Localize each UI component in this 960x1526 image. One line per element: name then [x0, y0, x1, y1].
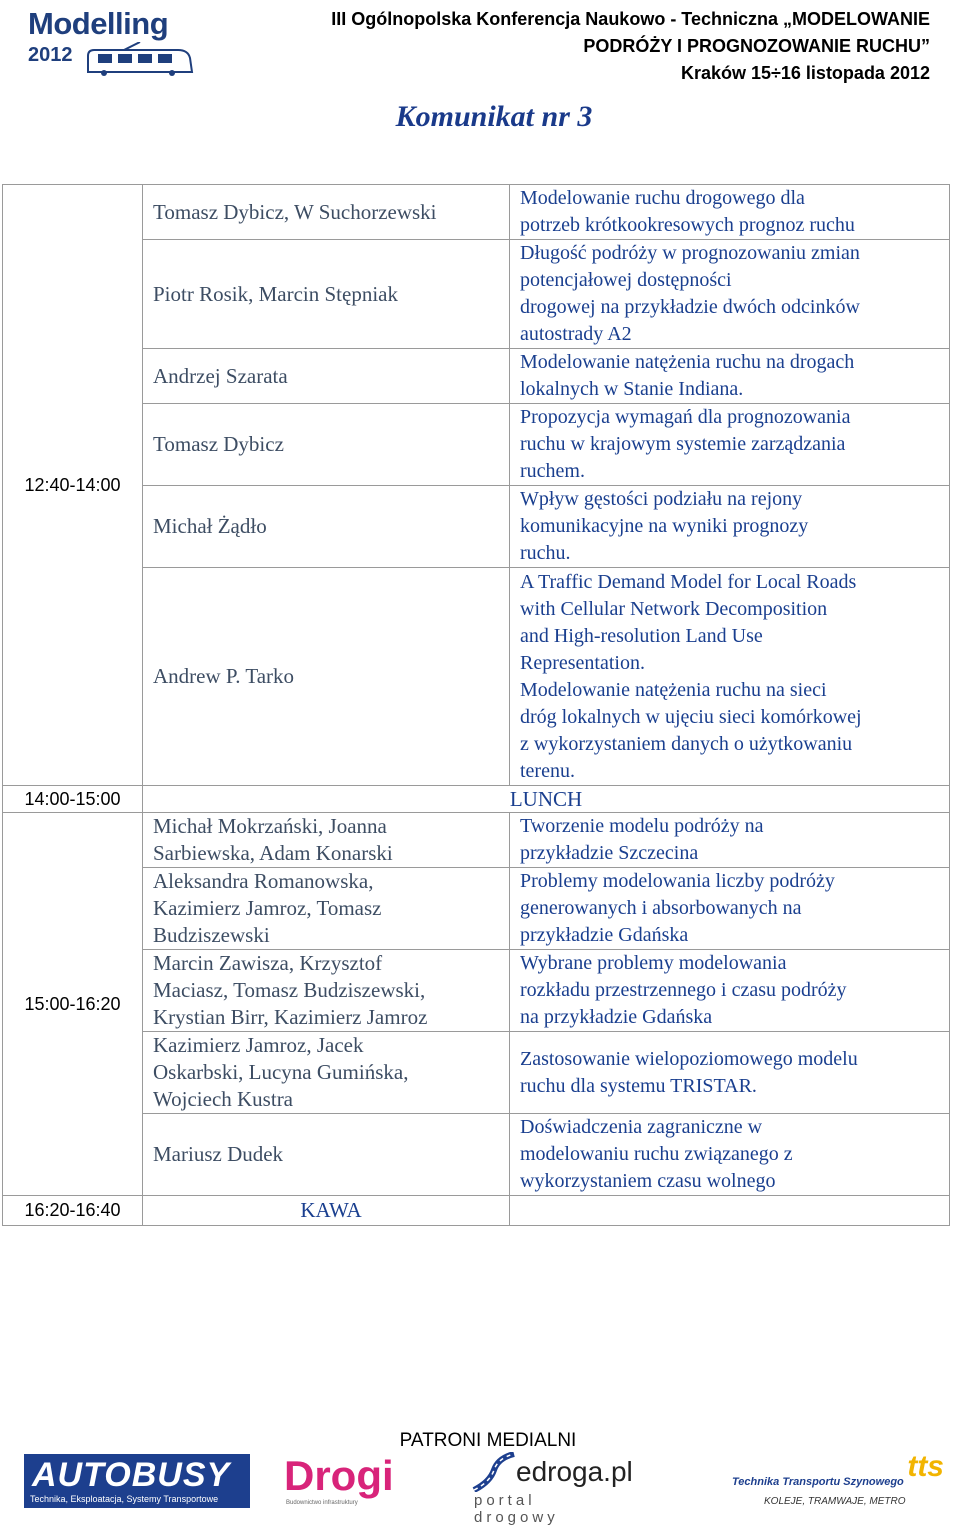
- author-line: Marcin Zawisza, Krzysztof: [153, 951, 383, 975]
- authors-cell: [143, 813, 510, 868]
- logo-word: Modelling: [28, 6, 169, 41]
- authors-cell: [143, 1114, 510, 1196]
- schedule-row: [3, 240, 950, 349]
- authors-cell: [143, 404, 510, 486]
- talk-title-line: dróg lokalnych w ujęciu sieci komórkowej: [520, 705, 862, 728]
- conference-info: [331, 6, 930, 87]
- talk-title-line: modelowaniu ruchu związanego z: [520, 1143, 793, 1165]
- lunch-row: [3, 786, 950, 813]
- talk-title-line: Zastosowanie wielopoziomowego modelu: [520, 1047, 858, 1070]
- talk-cell: [510, 568, 950, 786]
- schedule-row: [3, 349, 950, 404]
- author-line: Sarbiewska, Adam Konarski: [153, 841, 393, 865]
- schedule-row: [3, 950, 950, 1032]
- authors-cell: [143, 486, 510, 568]
- authors-cell: [143, 950, 510, 1032]
- talk-title-line: Modelowanie ruchu drogowego dla: [520, 187, 805, 209]
- authors-cell: [143, 240, 510, 349]
- talk-cell: [510, 1114, 950, 1196]
- drogi-logo: [284, 1452, 404, 1508]
- authors-cell: [143, 349, 510, 404]
- talk-title-line: Modelowanie natężenia ruchu na drogach: [520, 351, 855, 373]
- talk-title-line: Modelowanie natężenia ruchu na sieci: [520, 678, 827, 701]
- schedule-row: [3, 1114, 950, 1196]
- talk-title-line: A Traffic Demand Model for Local Roads: [520, 570, 857, 593]
- author-line: Michał Mokrzański, Joanna: [153, 814, 387, 838]
- talk-title-line: terenu.: [520, 759, 575, 782]
- talk-title-line: komunikacyjne na wyniki prognozy: [520, 515, 809, 537]
- talk-cell: [510, 1032, 950, 1114]
- talk-title-line: ruchu.: [520, 542, 571, 564]
- time-slot: 16:20-16:40: [3, 1196, 143, 1226]
- conference-line: PODRÓŻY I PROGNOZOWANIE RUCHU”: [583, 36, 930, 56]
- lunch-label: LUNCH: [509, 786, 583, 811]
- schedule-row: [3, 404, 950, 486]
- author-line: Budziszewski: [153, 923, 270, 947]
- time-slot: 15:00-16:20: [3, 813, 143, 1196]
- sponsor-logos: [0, 1450, 960, 1526]
- schedule-row: [3, 486, 950, 568]
- tts-logo-word: tts: [907, 1450, 944, 1483]
- talk-cell: [510, 950, 950, 1032]
- authors-cell: [143, 868, 510, 950]
- talk-title-line: ruchu dla systemu TRISTAR.: [520, 1074, 757, 1097]
- autobusy-logo-subtitle: Technika, Eksploatacja, Systemy Transportowe: [30, 1494, 219, 1504]
- talk-title-line: drogowej na przykładzie dwóch odcinków: [520, 296, 860, 318]
- author-line: Tomasz Dybicz, W Suchorzewski: [153, 199, 437, 224]
- author-line: Michał Żądło: [153, 514, 267, 538]
- drogi-logo-word: Drogi: [284, 1452, 394, 1499]
- talk-title-line: ruchu w krajowym systemie zarządzania: [520, 433, 846, 455]
- authors-cell: [143, 185, 510, 240]
- talk-cell: [510, 349, 950, 404]
- talk-title-line: potencjałowej dostępności: [520, 269, 732, 291]
- edroga-road-icon: [472, 1452, 516, 1492]
- drogi-logo-subtitle: Budownictwo infrastruktury: [286, 1500, 358, 1506]
- talk-title-line: Wybrane problemy modelowania: [520, 952, 787, 974]
- talk-title-line: przykładzie Gdańska: [520, 924, 689, 946]
- authors-cell: [143, 568, 510, 786]
- talk-title-line: ruchem.: [520, 460, 585, 482]
- talk-cell: [510, 813, 950, 868]
- time-slot: 14:00-15:00: [3, 786, 143, 813]
- author-line: Piotr Rosik, Marcin Stępniak: [153, 281, 398, 306]
- talk-title-line: potrzeb krótkookresowych prognoz ruchu: [520, 214, 855, 236]
- edroga-logo-subtitle: portal drogowy: [474, 1492, 559, 1526]
- conference-logo: [24, 6, 192, 76]
- schedule-body: [3, 185, 950, 1226]
- time-slot: 12:40-14:00: [3, 185, 143, 786]
- talk-cell: [510, 240, 950, 349]
- autobusy-logo: [24, 1454, 250, 1508]
- empty-cell: [510, 1196, 950, 1226]
- schedule-row: [3, 868, 950, 950]
- author-line: Kazimierz Jamroz, Jacek: [153, 1033, 364, 1057]
- tts-logo: [728, 1452, 948, 1508]
- talk-cell: [510, 486, 950, 568]
- talk-title-line: z wykorzystaniem danych o użytkowaniu: [520, 732, 853, 755]
- talk-cell: [510, 185, 950, 240]
- talk-title-line: with Cellular Network Decomposition: [520, 597, 828, 620]
- edroga-logo-word: edroga.pl: [516, 1456, 633, 1487]
- author-line: Mariusz Dudek: [153, 1142, 284, 1166]
- talk-title-line: rozkładu przestrzennego i czasu podróży: [520, 979, 847, 1001]
- author-line: Kazimierz Jamroz, Tomasz: [153, 896, 382, 920]
- author-line: Tomasz Dybicz: [153, 432, 284, 456]
- lunch-cell: [143, 786, 950, 813]
- talk-cell: [510, 868, 950, 950]
- talk-title-line: Representation.: [520, 651, 645, 674]
- autobusy-logo-word: AUTOBUSY: [32, 1456, 231, 1494]
- talk-title-line: Doświadczenia zagraniczne w: [520, 1116, 763, 1138]
- coffee-cell: [143, 1196, 510, 1226]
- edroga-logo: [468, 1452, 633, 1526]
- schedule-table: [2, 184, 950, 1226]
- talk-title-line: Tworzenie modelu podróży na: [520, 815, 764, 837]
- talk-title-line: Propozycja wymagań dla prognozowania: [520, 406, 851, 428]
- authors-cell: [143, 1032, 510, 1114]
- schedule-row: [3, 813, 950, 868]
- coffee-row: [3, 1196, 950, 1226]
- logo-year: 2012: [28, 44, 73, 66]
- coffee-label: KAWA: [300, 1198, 362, 1222]
- schedule-row: [3, 1032, 950, 1114]
- author-line: Andrew P. Tarko: [153, 664, 295, 688]
- media-patrons-heading: PATRONI MEDIALNI: [399, 1430, 577, 1451]
- author-line: Aleksandra Romanowska,: [153, 869, 374, 893]
- author-line: Maciasz, Tomasz Budziszewski,: [153, 978, 426, 1002]
- tram-icon: [84, 42, 196, 76]
- talk-title-line: na przykładzie Gdańska: [520, 1006, 713, 1028]
- author-line: Wojciech Kustra: [153, 1087, 294, 1111]
- author-line: Krystian Birr, Kazimierz Jamroz: [153, 1005, 428, 1029]
- talk-title-line: and High-resolution Land Use: [520, 624, 763, 647]
- author-line: Andrzej Szarata: [153, 363, 288, 388]
- talk-title-line: generowanych i absorbowanych na: [520, 897, 802, 919]
- talk-cell: [510, 404, 950, 486]
- talk-title-line: lokalnych w Stanie Indiana.: [520, 378, 744, 400]
- talk-title-line: Wpływ gęstości podziału na rejony: [520, 488, 803, 510]
- conference-date: Kraków 15÷16 listopada 2012: [680, 63, 930, 83]
- talk-title-line: wykorzystaniem czasu wolnego: [520, 1170, 776, 1192]
- talk-title-line: autostrady A2: [520, 323, 632, 345]
- talk-title-line: Długość podróży w prognozowaniu zmian: [520, 242, 860, 264]
- tts-logo-subtitle: Technika Transportu Szynowego: [732, 1476, 904, 1488]
- schedule-row: [3, 568, 950, 786]
- conference-line: III Ogólnopolska Konferencja Naukowo - Techniczna „MODELOWANIE: [331, 9, 930, 29]
- talk-title-line: przykładzie Szczecina: [520, 842, 699, 864]
- author-line: Oskarbski, Lucyna Gumińska,: [153, 1060, 409, 1084]
- schedule-row: [3, 185, 950, 240]
- page-title: Komunikat nr 3: [395, 100, 593, 133]
- tts-logo-tagline: KOLEJE, TRAMWAJE, METRO: [764, 1496, 906, 1507]
- talk-title-line: Problemy modelowania liczby podróży: [520, 870, 835, 892]
